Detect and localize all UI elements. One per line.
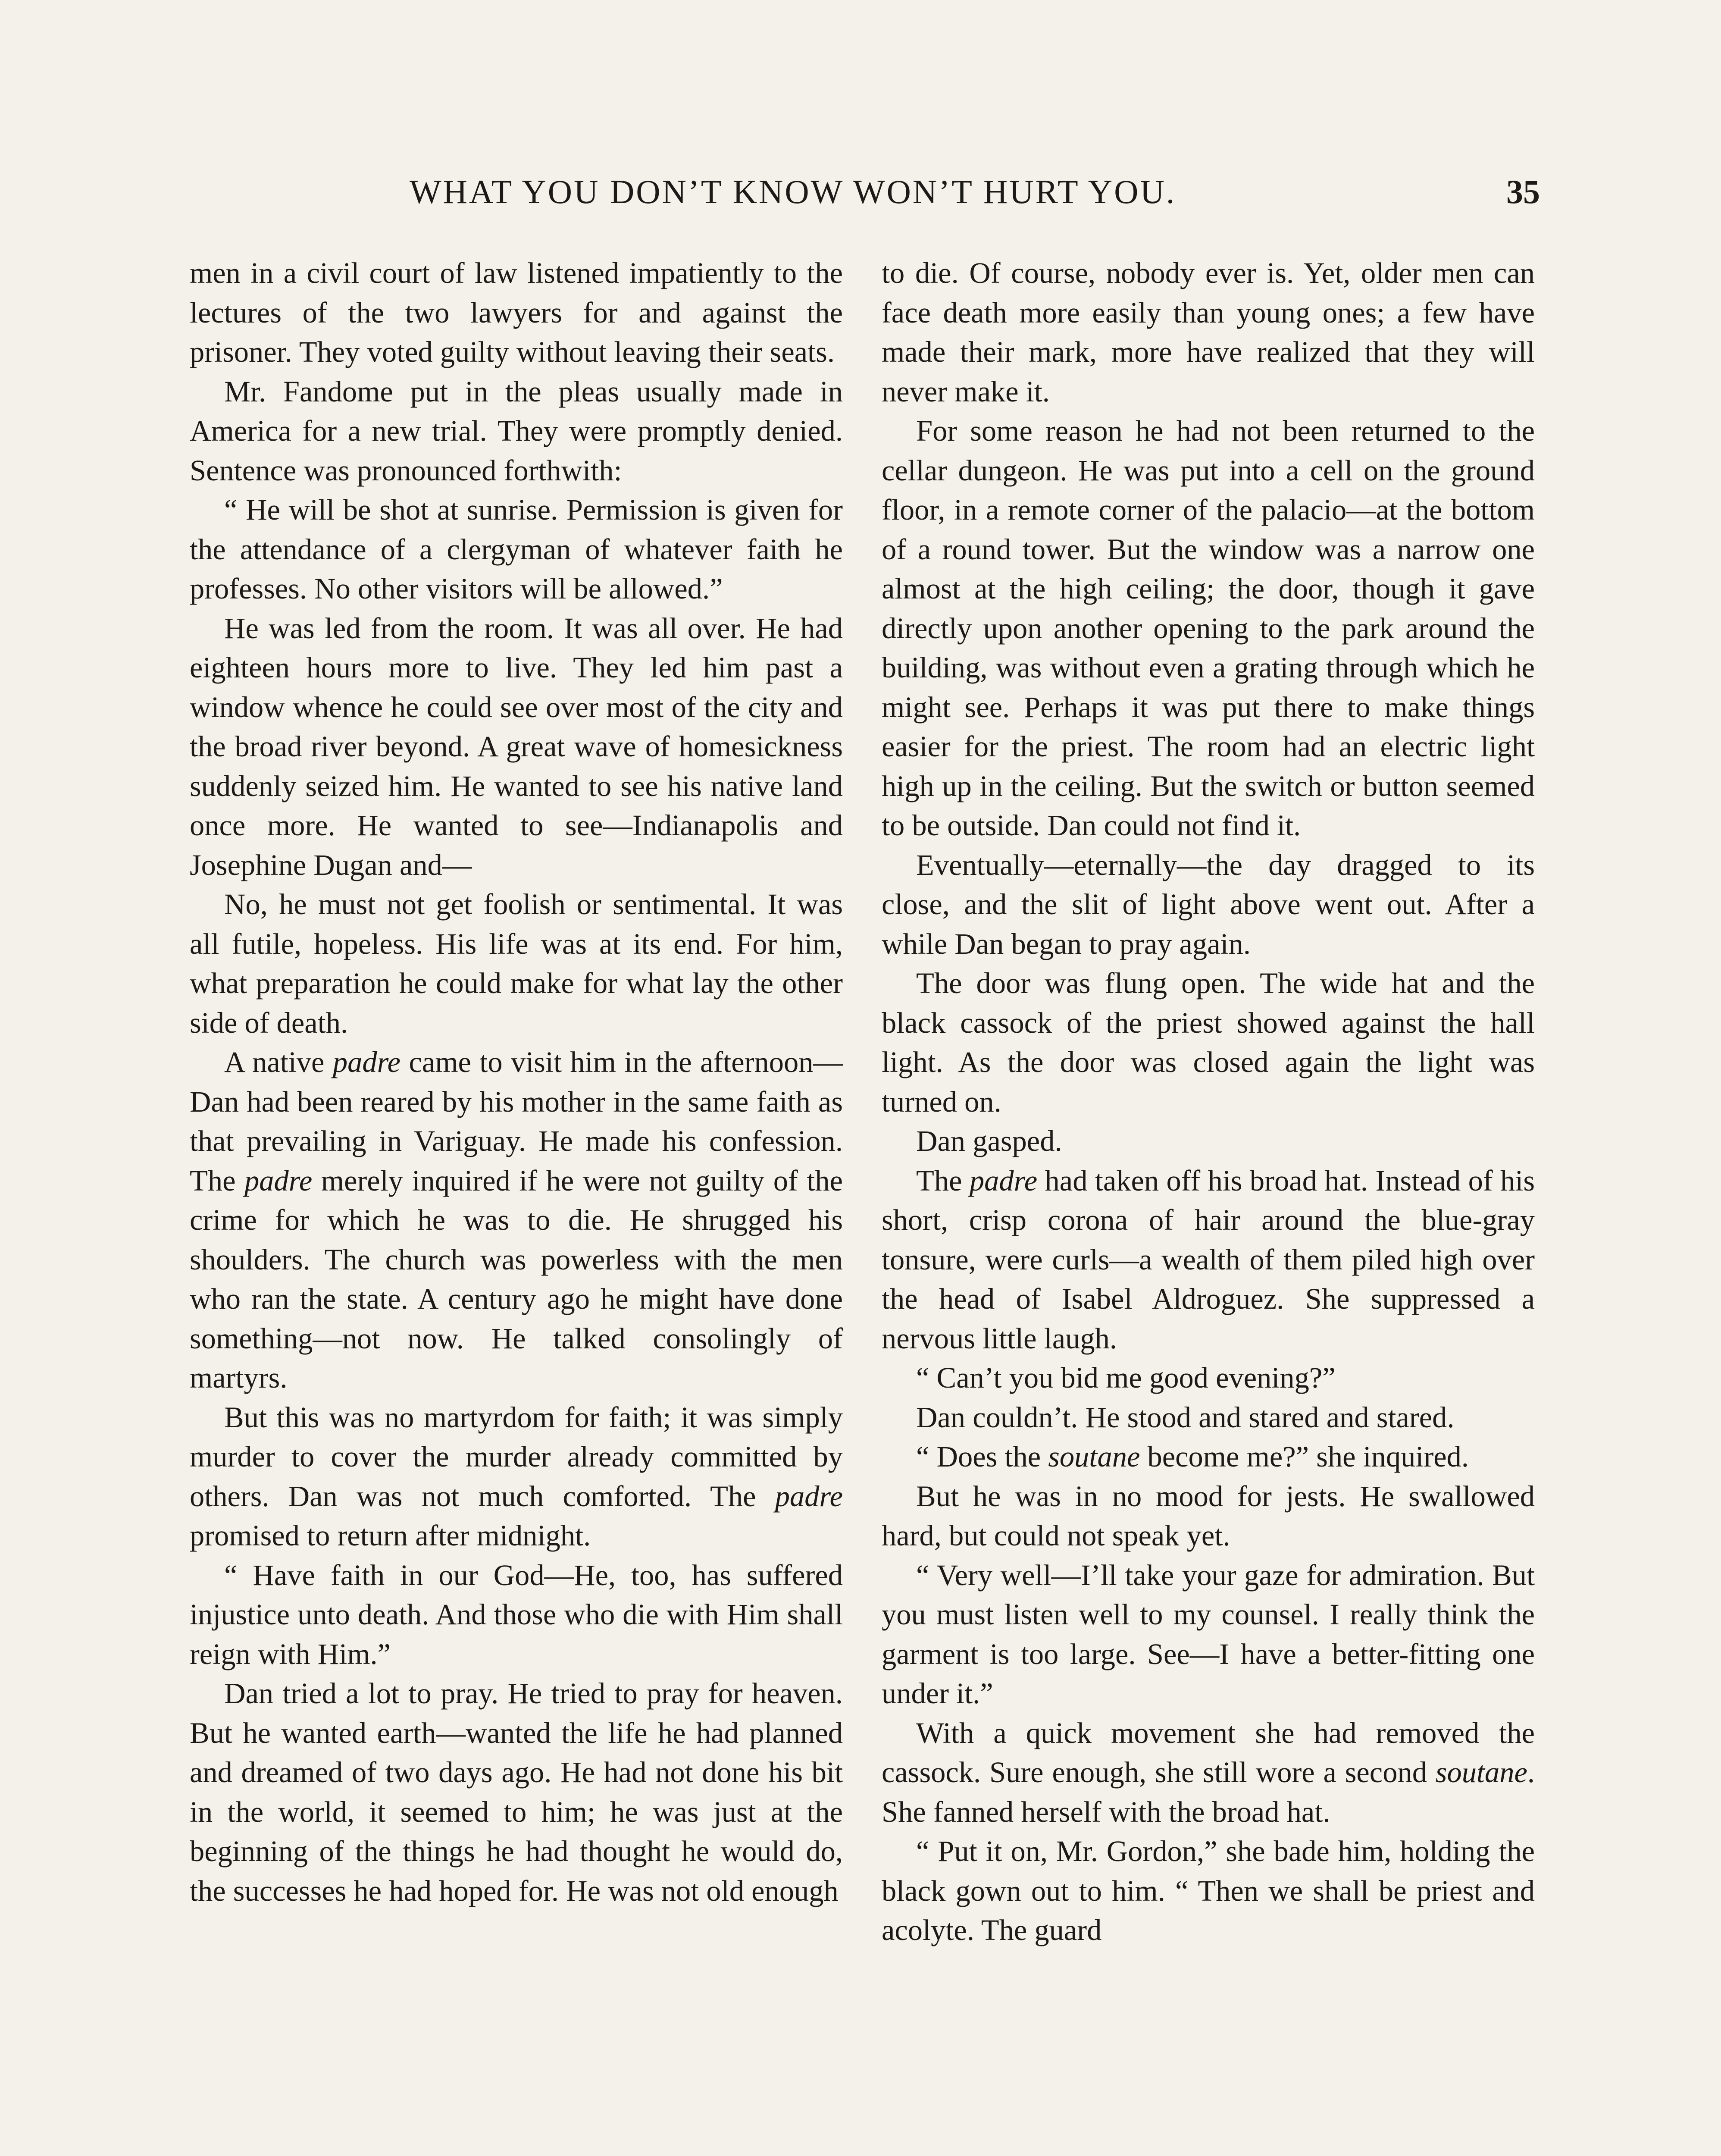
italic-word: padre xyxy=(775,1479,843,1513)
italic-word: padre xyxy=(244,1164,313,1197)
italic-word: padre xyxy=(332,1046,401,1078)
paragraph: Dan tried a lot to pray. He tried to pray for heaven. But he wanted earth—wanted the life he had planned and dreamed of two days ago. He had not done his bit in the world, it seemed to him; he was just at the beginning of the things he had thought he would do, the successes he had hoped for. He was not old enough xyxy=(190,1677,843,1907)
paragraph: “ Does the soutane become me?” she inquired. xyxy=(916,1440,1469,1473)
paragraph: “ He will be shot at sunrise. Permission is given for the attendance of a clergyman of whatever faith he professes. No other visitors will be allowed.” xyxy=(190,493,843,605)
paragraph: But this was no martyrdom for faith; it was simply murder to cover the murder already committed by others. Dan was not much comforted. The padre promised to return after midnight. xyxy=(190,1401,843,1552)
paragraph: He was led from the room. It was all over. He had eighteen hours more to live. They led him past a window whence he could see over most of the city and the broad river beyond. A great wave of homesickness suddenly seized him. He wanted to see his native land once more. He wanted to see—Indianapolis and Josephine Dugan and— xyxy=(190,611,843,881)
left-text-column xyxy=(190,254,843,1911)
paragraph: The padre had taken off his broad hat. Instead of his short, crisp corona of hair around the blue-gray tonsure, were curls—a wealth of them piled high over the head of Isabel Aldroguez. She suppressed a nervous little laugh. xyxy=(882,1164,1535,1355)
paragraph: But he was in no mood for jests. He swallowed hard, but could not speak yet. xyxy=(882,1479,1535,1552)
page-number: 35 xyxy=(1506,173,1540,210)
paragraph: “ Put it on, Mr. Gordon,” she bade him, holding the black gown out to him. “ Then we shall be priest and acolyte. The guard xyxy=(882,1835,1535,1946)
paragraph: A native padre came to visit him in the afternoon—Dan had been reared by his mother in the same faith as that prevailing in Variguay. He made his confession. The padre merely inquired if he were not guilty of the crime for which he was to die. He shrugged his shoulders. The church was powerless with the men who ran the state. A century ago he might have done something—not now. He talked consolingly of martyrs. xyxy=(190,1046,843,1394)
paragraph: Dan gasped. xyxy=(916,1125,1062,1157)
paragraph: Mr. Fandome put in the pleas usually made in America for a new trial. They were promptly denied. Sentence was pronounced forthwith: xyxy=(190,375,843,487)
paragraph: The door was flung open. The wide hat and the black cassock of the priest showed against the hall light. As the door was closed again the light was turned on. xyxy=(882,967,1535,1118)
italic-word: soutane xyxy=(1435,1756,1527,1789)
paragraph: “ Have faith in our God—He, too, has suffered injustice unto death. And those who die with Him shall reign with Him.” xyxy=(190,1558,843,1670)
page-header xyxy=(190,172,1540,224)
paragraph: Eventually—eternally—the day dragged to its close, and the slit of light above went out. After a while Dan began to pray again. xyxy=(882,848,1535,960)
paragraph: to die. Of course, nobody ever is. Yet, older men can face death more easily than young ones; a few have made their mark, more have realized that they will never make it. xyxy=(882,257,1535,408)
paragraph: Dan couldn’t. He stood and stared and stared. xyxy=(916,1401,1455,1434)
paragraph: “ Very well—I’ll take your gaze for admiration. But you must listen well to my counsel. I really think the garment is too large. See—I have a better-fitting one under it.” xyxy=(882,1558,1535,1710)
paragraph: “ Can’t you bid me good evening?” xyxy=(916,1361,1336,1394)
paragraph: For some reason he had not been returned to the cellar dungeon. He was put into a cell on the ground floor, in a remote corner of the palacio—at the bottom of a round tower. But the window was a narrow one almost at the high ceiling; the door, though it gave directly upon another opening to the park around the building, was without even a grating through which he might see. Perhaps it was put there to make things easier for the priest. The room had an electric light high up in the ceiling. But the switch or button seemed to be outside. Dan could not find it. xyxy=(882,414,1535,842)
paragraph: men in a civil court of law listened impatiently to the lectures of the two lawyers for and against the prisoner. They voted guilty without leaving their seats. xyxy=(190,257,843,368)
paragraph: No, he must not get foolish or sentimental. It was all futile, hopeless. His life was at its end. For him, what preparation he could make for what lay the other side of death. xyxy=(190,888,843,1039)
paragraph: With a quick movement she had removed the cassock. Sure enough, she still wore a second soutane. She fanned herself with the broad hat. xyxy=(882,1716,1535,1828)
italic-word: soutane xyxy=(1048,1440,1140,1473)
right-text-column xyxy=(882,254,1535,1950)
running-head: WHAT YOU DON’T KNOW WON’T HURT YOU. xyxy=(410,173,1177,210)
italic-word: padre xyxy=(969,1164,1038,1197)
